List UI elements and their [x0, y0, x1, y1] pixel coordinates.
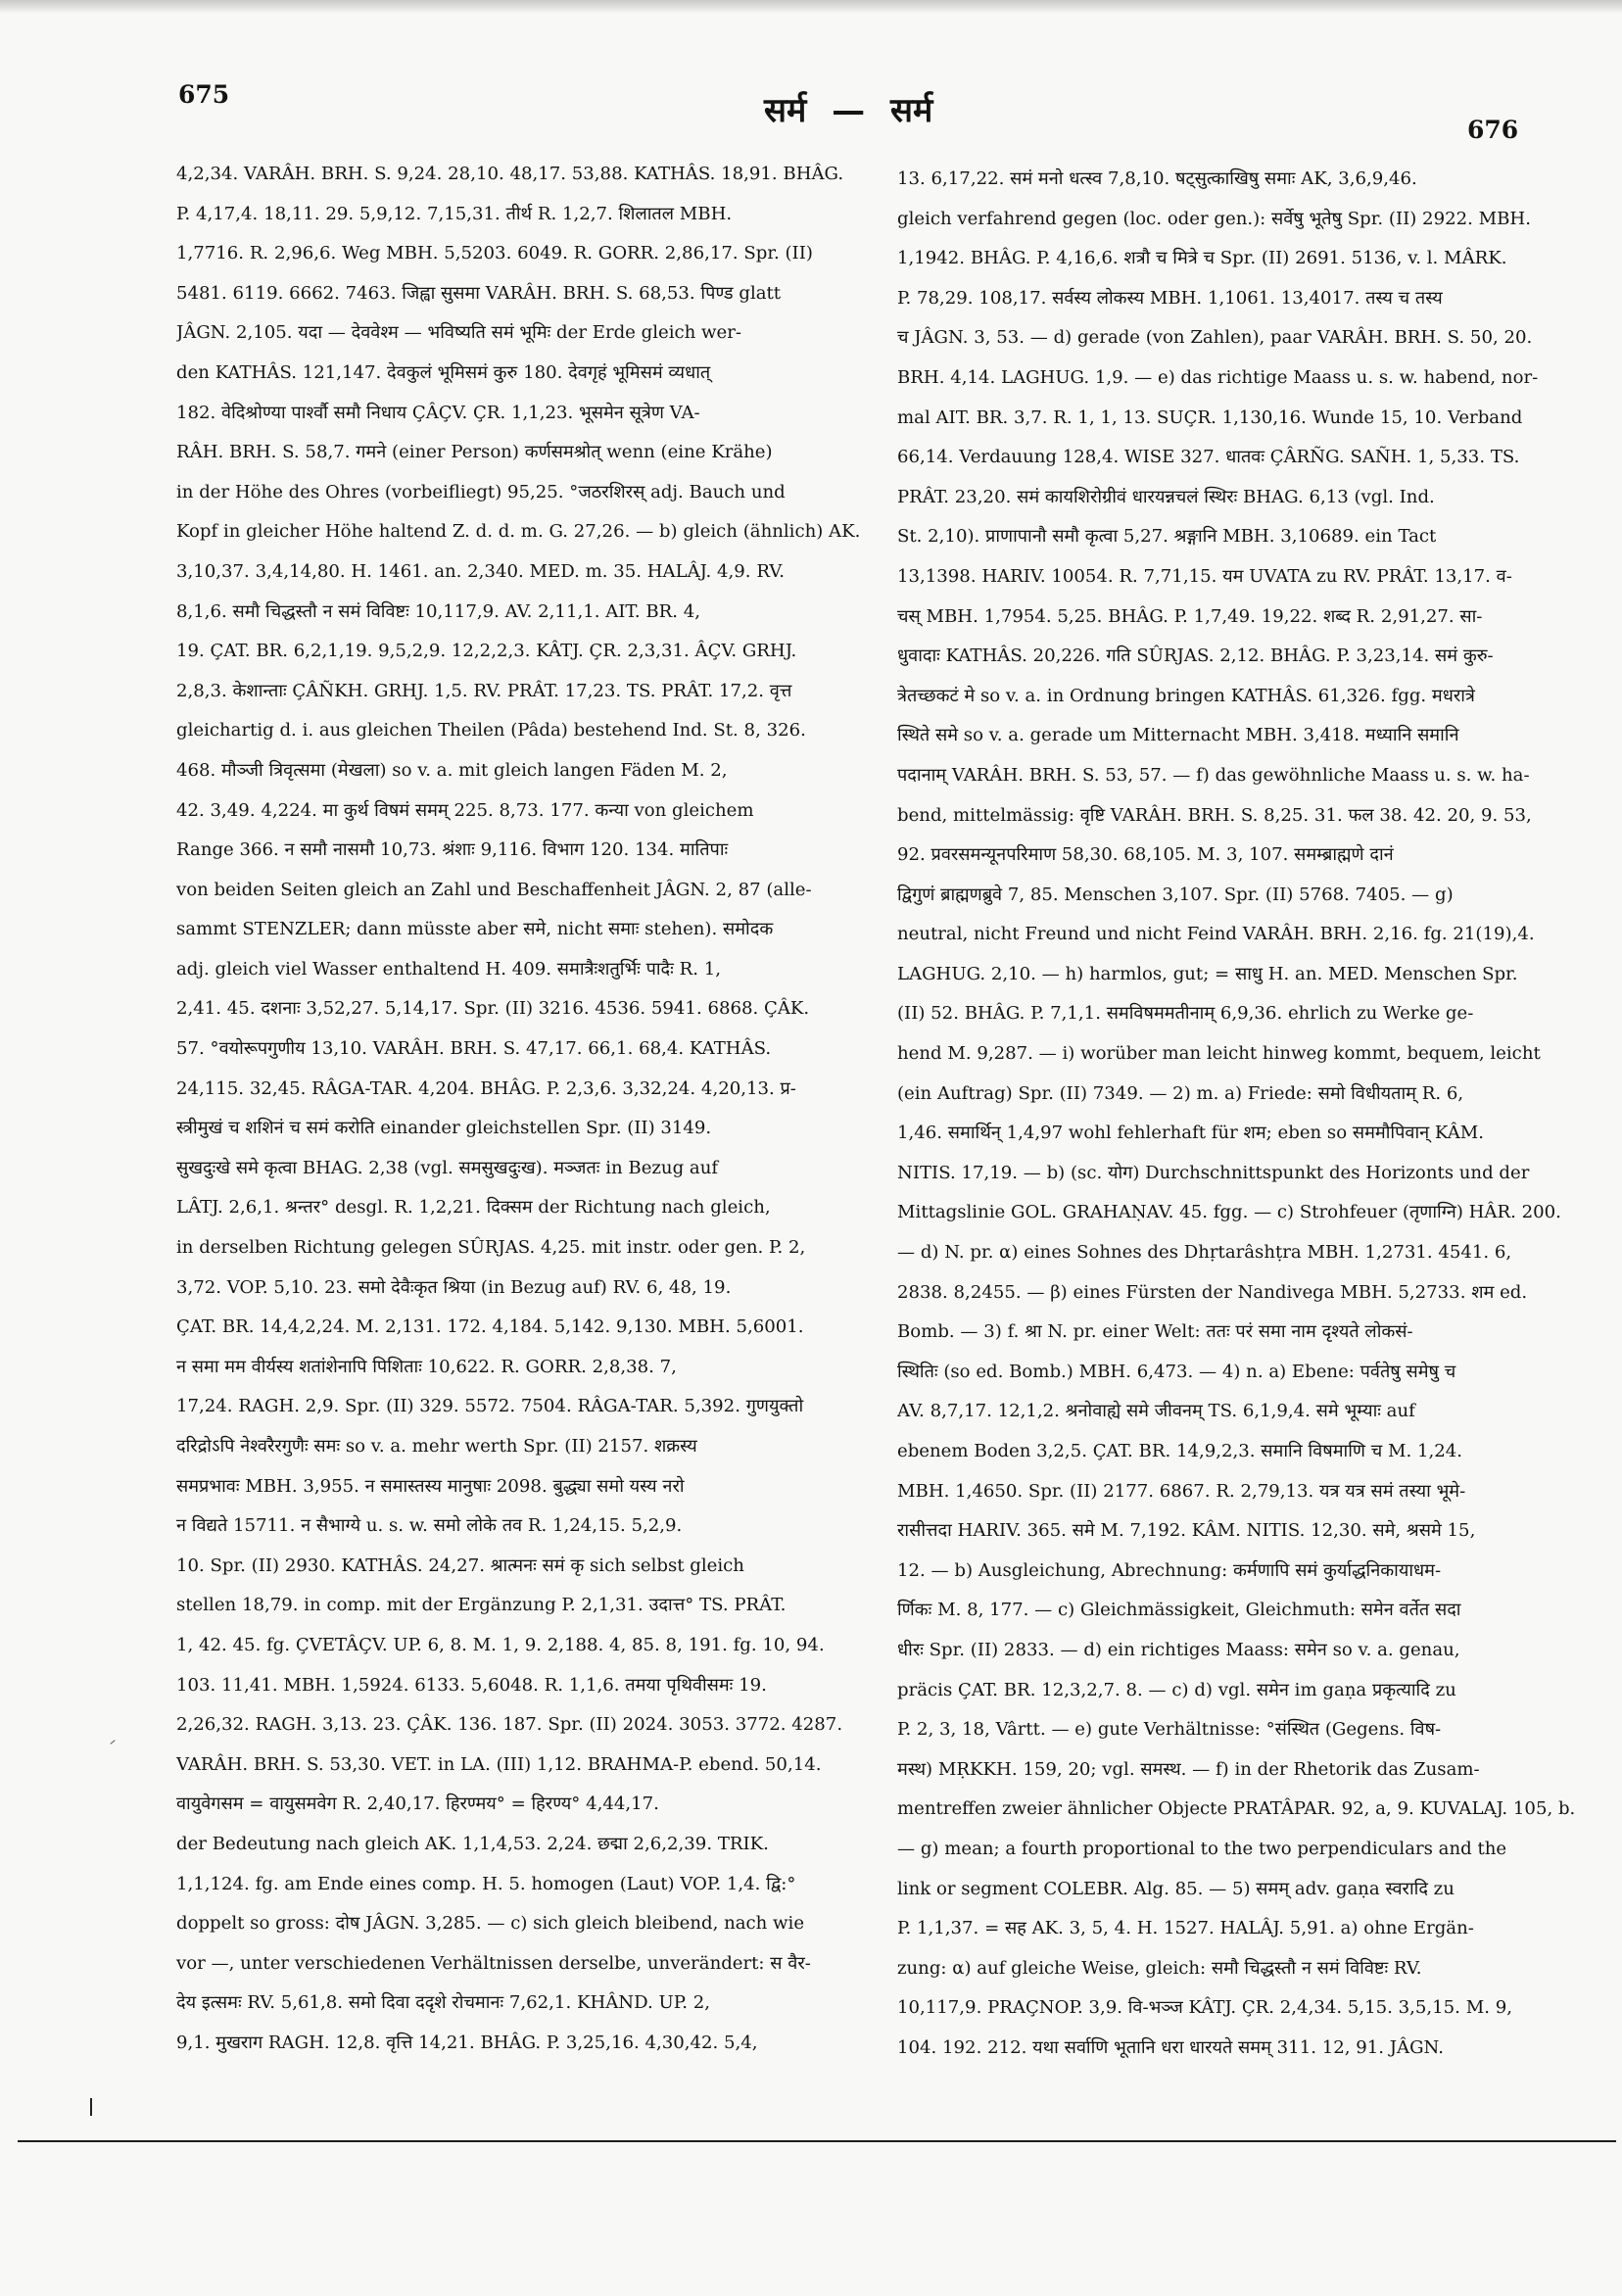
- text-line: 3,10,37. 3,4,14,80. H. 1461. an. 2,340. MED. m. 35. HALÂJ. 4,9. RV.: [176, 560, 785, 582]
- text-line: Bomb. — 3) f. श्रा N. pr. einer Welt: ततः परं समा नाम दृश्यते लोकसं-: [897, 1321, 1413, 1343]
- text-line: न विद्यते 15711. न सैभाग्ये u. s. w. समो लोके तव R. 1,24,15. 5,2,9.: [176, 1515, 683, 1537]
- text-line: 104. 192. 212. यथा सर्वाणि भूतानि धरा धारयते समम् 311. 12, 91. JÂGN.: [897, 2036, 1444, 2058]
- text-line: ÇAT. BR. 14,4,2,24. M. 2,131. 172. 4,184. 5,142. 9,130. MBH. 5,6001.: [176, 1316, 804, 1338]
- text-line: 1,1942. BHÂG. P. 4,16,6. शत्रौ च मित्रे च Spr. (II) 2691. 5136, v. l. MÂRK.: [897, 248, 1507, 269]
- text-line: 24,115. 32,45. RÂGA-TAR. 4,204. BHÂG. P. 2,3,6. 3,32,24. 4,20,13. प्र-: [176, 1077, 796, 1099]
- page-number-left: 675: [178, 80, 230, 109]
- text-line: St. 2,10). प्राणापानौ समौ कृत्वा 5,27. श्रङ्गानि MBH. 3,10689. ein Tact: [897, 526, 1437, 548]
- page-number-right: 676: [1467, 116, 1519, 144]
- text-line: LÂTJ. 2,6,1. श्रन्तर° desgl. R. 1,2,21. दिक्सम der Richtung nach gleich,: [176, 1197, 771, 1219]
- text-line: 19. ÇAT. BR. 6,2,1,19. 9,5,2,9. 12,2,2,3. KÂTJ. ÇR. 2,3,31. ÂÇV. GRHJ.: [176, 641, 797, 662]
- text-line: 103. 11,41. MBH. 1,5924. 6133. 5,6048. R. 1,1,6. तमया पृथिवीसमः 19.: [176, 1674, 767, 1696]
- text-line: neutral, nicht Freund und nicht Feind VARÂH. BRH. 2,16. fg. 21(19),4.: [897, 924, 1535, 945]
- text-line: 1, 42. 45. fg. ÇVETÂÇV. UP. 6, 8. M. 1, 9. 2,188. 4, 85. 8, 191. fg. 10, 94.: [176, 1634, 825, 1655]
- left-column: [176, 155, 880, 2064]
- text-line: 1,46. समार्थिन् 1,4,97 wohl fehlerhaft für शम; eben so सममौपिवान् KÂM.: [897, 1123, 1485, 1144]
- text-line: — d) N. pr. α) eines Sohnes des Dhṛtarâshṭra MBH. 1,2731. 4541. 6,: [897, 1242, 1512, 1264]
- text-line: स्थिते समे so v. a. gerade um Mitternacht MBH. 3,418. मध्यानि समानि: [897, 725, 1459, 746]
- text-line: 1,7716. R. 2,96,6. Weg MBH. 5,5203. 6049. R. GORR. 2,86,17. Spr. (II): [176, 243, 813, 264]
- text-line: देय इत्समः RV. 5,61,8. समो दिवा ददृशे रोचमानः 7,62,1. KHÂND. UP. 2,: [176, 1992, 711, 2014]
- text-line: र्णिकः M. 8, 177. — c) Gleichmässigkeit, Gleichmuth: समेन वर्तेत सदा: [897, 1600, 1461, 1621]
- text-line: (ein Auftrag) Spr. (II) 7349. — 2) m. a) Friede: समो विधीयताम् R. 6,: [897, 1082, 1464, 1104]
- text-line: NITIS. 17,19. — b) (sc. योग) Durchschnittspunkt des Horizonts und der: [897, 1162, 1530, 1183]
- text-line: doppelt so gross: दोष JÂGN. 3,285. — c) sich gleich bleibend, nach wie: [176, 1913, 805, 1935]
- text-line: P. 78,29. 108,17. सर्वस्य लोकस्य MBH. 1,1061. 13,4017. तस्य च तस्य: [897, 287, 1443, 309]
- text-line: JÂGN. 2,105. यदा — देववेश्म — भविष्यति समं भूमिः der Erde gleich wer-: [176, 322, 741, 344]
- text-line: 9,1. मुखराग RAGH. 12,8. वृत्ति 14,21. BHÂG. P. 3,25,16. 4,30,42. 5,4,: [176, 2032, 758, 2053]
- text-line: vor —, unter verschiedenen Verhältnissen derselbe, unverändert: स वैर-: [176, 1952, 811, 1974]
- text-line: 10. Spr. (II) 2930. KATHÂS. 24,27. श्रात्मनः समं कृ sich selbst gleich: [176, 1555, 744, 1576]
- text-line: P. 4,17,4. 18,11. 29. 5,9,12. 7,15,31. तीर्थ R. 1,2,7. शिलातल MBH.: [176, 203, 733, 224]
- text-line: 13,1398. HARIV. 10054. R. 7,71,15. यम UVATA zu RV. PRÂT. 13,17. व-: [897, 565, 1512, 587]
- text-line: रासीत्तदा HARIV. 365. समे M. 7,192. KÂM. NITIS. 12,30. समे, श्रसमे 15,: [897, 1520, 1476, 1542]
- scan-edge: [0, 0, 1622, 14]
- text-line: धुवादाः KATHÂS. 20,226. गति SÛRJAS. 2,12. BHÂG. P. 3,23,14. समं कुरु-: [897, 646, 1494, 667]
- text-line: gleichartig d. i. aus gleichen Theilen (Pâda) bestehend Ind. St. 8, 326.: [176, 720, 806, 741]
- text-line: चस् MBH. 1,7954. 5,25. BHÂG. P. 1,7,49. 19,22. शब्द R. 2,91,27. सा-: [897, 605, 1483, 627]
- text-line: 8,1,6. समौ चिद्धस्तौ न समं विविष्टः 10,117,9. AV. 2,11,1. AIT. BR. 4,: [176, 600, 701, 622]
- text-line: 17,24. RAGH. 2,9. Spr. (II) 329. 5572. 7504. RÂGA-TAR. 5,392. गुणयुक्तो: [176, 1396, 804, 1417]
- text-line: PRÂT. 23,20. समं कायशिरोग्रीवं धारयन्नचलं स्थिरः BHAG. 6,13 (vgl. Ind.: [897, 486, 1435, 507]
- text-line: धीरः Spr. (II) 2833. — d) ein richtiges Maass: समेन so v. a. genau,: [897, 1639, 1460, 1660]
- text-line: AV. 8,7,17. 12,1,2. श्रनोवाह्ये समे जीवनम् TS. 6,1,9,4. समे भूम्याः auf: [897, 1401, 1415, 1422]
- text-line: MBH. 1,4650. Spr. (II) 2177. 6867. R. 2,79,13. यत्र यत्र समं तस्या भूमे-: [897, 1480, 1466, 1502]
- text-line: मस्थ) MṚKKH. 159, 20; vgl. समस्थ. — f) in der Rhetorik das Zusam-: [897, 1758, 1480, 1780]
- text-line: 2,26,32. RAGH. 3,13. 23. ÇÂK. 136. 187. Spr. (II) 2024. 3053. 3772. 4287.: [176, 1714, 843, 1736]
- text-line: न समा मम वीर्यस्य शतांशेनापि पिशिताः 10,622. R. GORR. 2,8,38. 7,: [176, 1356, 677, 1377]
- text-line: mal AIT. BR. 3,7. R. 1, 1, 13. SUÇR. 1,130,16. Wunde 15, 10. Verband: [897, 407, 1523, 428]
- text-line: 1,1,124. fg. am Ende eines comp. H. 5. homogen (Laut) VOP. 1,4. द्वि:°: [176, 1873, 796, 1894]
- margin-tick: [110, 1740, 115, 1745]
- text-line: 42. 3,49. 4,224. मा कुर्थ विषमं समम् 225. 8,73. 177. कन्या von gleichem: [176, 799, 754, 821]
- text-line: सुखदुःखे समे कृत्वा BHAG. 2,38 (vgl. समसुखदुःख). मञ्जतः in Bezug auf: [176, 1157, 719, 1178]
- text-line: P. 2, 3, 18, Vârtt. — e) gute Verhältnisse: °संस्थित (Gegens. विष-: [897, 1719, 1442, 1741]
- text-line: 66,14. Verdauung 128,4. WISE 327. धातवः ÇÂRÑG. SAÑH. 1, 5,33. TS.: [897, 447, 1520, 468]
- text-line: समप्रभावः MBH. 3,955. न समास्तस्य मानुषाः 2098. बुद्ध्या समो यस्य नरो: [176, 1475, 685, 1497]
- text-line: zung: α) auf gleiche Weise, gleich: समौ चिद्धस्तौ न समं विविष्टः RV.: [897, 1957, 1422, 1979]
- text-line: 2,8,3. केशान्ताः ÇÂÑKH. GRHJ. 1,5. RV. PRÂT. 17,23. TS. PRÂT. 17,2. वृत्त: [176, 680, 792, 701]
- text-line: Mittagslinie GOL. GRAHAṆAV. 45. fgg. — c) Strohfeuer (तृणाग्नि) HÂR. 200.: [897, 1202, 1561, 1223]
- text-line: स्त्रीमुखं च शशिनं च समं करोति einander gleichstellen Spr. (II) 3149.: [176, 1118, 712, 1139]
- text-line: वायुवेगसम = वायुसमवेग R. 2,40,17. हिरण्मय° = हिरण्य° 4,44,17.: [176, 1794, 659, 1815]
- text-line: in derselben Richtung gelegen SÛRJAS. 4,25. mit instr. oder gen. P. 2,: [176, 1237, 806, 1259]
- text-line: VARÂH. BRH. S. 53,30. VET. in LA. (III) 1,12. BRAHMA-P. ebend. 50,14.: [176, 1753, 822, 1775]
- text-line: स्थितिः (so ed. Bomb.) MBH. 6,473. — 4) n. a) Ebene: पर्वतेषु समेषु च: [897, 1361, 1456, 1382]
- text-line: 468. मौञ्जी त्रिवृत्समा (मेखला) so v. a. mit gleich langen Fäden M. 2,: [176, 759, 728, 781]
- text-line: BRH. 4,14. LAGHUG. 1,9. — e) das richtige Maass u. s. w. habend, nor-: [897, 366, 1539, 388]
- text-line: 10,117,9. PRAÇNOP. 3,9. वि-भञ्ज KÂTJ. ÇR. 2,4,34. 5,15. 3,5,15. M. 9,: [897, 1997, 1512, 2019]
- text-line: Range 366. न समौ नासमौ 10,73. श्रंशाः 9,116. विभाग 120. 134. मातिपाः: [176, 839, 729, 861]
- bottom-rule: [18, 2140, 1616, 2142]
- text-line: bend, mittelmässig: वृष्टि VARÂH. BRH. S. 8,25. 31. फल 38. 42. 20, 9. 53,: [897, 804, 1532, 826]
- text-line: 92. प्रवरसमन्यूनपरिमाण 58,30. 68,105. M. 3, 107. समम्ब्राह्मणे दानं: [897, 844, 1394, 866]
- text-line: पदानाम् VARÂH. BRH. S. 53, 57. — f) das gewöhnliche Maass u. s. w. ha-: [897, 764, 1530, 786]
- text-line: 13. 6,17,22. समं मनो धत्स्व 7,8,10. षट्सुत्काखिषु समाः AK, 3,6,9,46.: [897, 168, 1417, 189]
- text-line: 2838. 8,2455. — β) eines Fürsten der Nandivega MBH. 5,2733. शम ed.: [897, 1281, 1528, 1303]
- text-line: LAGHUG. 2,10. — h) harmlos, gut; = साधु H. an. MED. Menschen Spr.: [897, 963, 1518, 984]
- text-line: P. 1,1,37. = सह AK. 3, 5, 4. H. 1527. HALÂJ. 5,91. a) ohne Ergän-: [897, 1918, 1474, 1939]
- text-line: 5481. 6119. 6662. 7463. जिह्वा सुसमा VARÂH. BRH. S. 68,53. पिण्ड glatt: [176, 282, 782, 304]
- text-line: adj. gleich viel Wasser enthaltend H. 409. समात्रैःशतुर्भिः पादैः R. 1,: [176, 958, 721, 980]
- margin-mark: [90, 2098, 92, 2116]
- text-line: mentreffen zweier ähnlicher Objecte PRATÂPAR. 92, a, 9. KUVALAJ. 105, b.: [897, 1798, 1576, 1820]
- text-line: द्विगुणं ब्राह्मणब्रुवे 7, 85. Menschen 3,107. Spr. (II) 5768. 7405. — g): [897, 884, 1454, 905]
- running-head: सर्म — सर्म: [764, 91, 933, 130]
- text-line: 4,2,34. VARÂH. BRH. S. 9,24. 28,10. 48,17. 53,88. KATHÂS. 18,91. BHÂG.: [176, 164, 844, 184]
- text-line: stellen 18,79. in comp. mit der Ergänzung P. 2,1,31. उदात्त° TS. PRÂT.: [176, 1595, 787, 1616]
- text-line: त्रेतच्छकटं मे so v. a. in Ordnung bringen KATHÂS. 61,326. fgg. मधरात्रे: [897, 685, 1475, 706]
- text-line: च JÂGN. 3, 53. — d) gerade (von Zahlen), paar VARÂH. BRH. S. 50, 20.: [897, 327, 1533, 349]
- text-line: Kopf in gleicher Höhe haltend Z. d. d. m. G. 27,26. — b) gleich (ähnlich) AK.: [176, 521, 861, 543]
- right-column: [897, 160, 1583, 2069]
- text-line: gleich verfahrend gegen (loc. oder gen.): सर्वेषु भूतेषु Spr. (II) 2922. MBH.: [897, 208, 1531, 229]
- text-line: link or segment COLEBR. Alg. 85. — 5) समम् adv. gaṇa स्वरादि zu: [897, 1878, 1455, 1899]
- text-line: sammt STENZLER; dann müsste aber समे, nicht समाः stehen). समोदक: [176, 919, 774, 940]
- text-line: in der Höhe des Ohres (vorbeifliegt) 95,25. °जठरशिरस् adj. Bauch und: [176, 481, 786, 502]
- text-line: der Bedeutung nach gleich AK. 1,1,4,53. 2,24. छद्मा 2,6,2,39. TRIK.: [176, 1833, 769, 1854]
- text-line: 2,41. 45. दशनाः 3,52,27. 5,14,17. Spr. (II) 3216. 4536. 5941. 6868. ÇÂK.: [176, 998, 810, 1020]
- text-line: präcis ÇAT. BR. 12,3,2,7. 8. — c) d) vgl. समेन im gaṇa प्रकृत्यादि zu: [897, 1679, 1456, 1700]
- text-line: — g) mean; a fourth proportional to the two perpendiculars and the: [897, 1838, 1507, 1859]
- text-line: den KATHÂS. 121,147. देवकुलं भूमिसमं कुरु 180. देवगृहं भूमिसमं व्यधात्: [176, 361, 711, 383]
- text-line: 182. वेदिश्रोण्या पार्श्वौ समौ निधाय ÇÂÇV. ÇR. 1,1,23. भूसमेन सूत्रेण VA-: [176, 402, 700, 423]
- text-line: RÂH. BRH. S. 58,7. गमने (einer Person) कर्णसमश्रोत् wenn (eine Krähe): [176, 442, 773, 463]
- text-line: hend M. 9,287. — i) worüber man leicht hinweg kommt, bequem, leicht: [897, 1043, 1541, 1065]
- text-line: 57. °वयोरूपगुणीय 13,10. VARÂH. BRH. S. 47,17. 66,1. 68,4. KATHÂS.: [176, 1038, 772, 1060]
- text-line: ebenem Boden 3,2,5. ÇAT. BR. 14,9,2,3. समानि विषमाणि च M. 1,24.: [897, 1441, 1463, 1461]
- text-line: (II) 52. BHÂG. P. 7,1,1. समविषममतीनाम् 6,9,36. ehrlich zu Werke ge-: [897, 1003, 1474, 1025]
- text-line: von beiden Seiten gleich an Zahl und Beschaffenheit JÂGN. 2, 87 (alle-: [176, 879, 812, 900]
- text-line: 3,72. VOP. 5,10. 23. समो देवैःकृत श्रिया (in Bezug auf) RV. 6, 48, 19.: [176, 1276, 732, 1298]
- text-line: 12. — b) Ausgleichung, Abrechnung: कर्मणापि समं कुर्याद्धनिकायाधम-: [897, 1559, 1442, 1581]
- text-line: दरिद्रोऽपि नेश्वरैरगुणैः समः so v. a. mehr werth Spr. (II) 2157. शक्रस्य: [176, 1436, 697, 1457]
